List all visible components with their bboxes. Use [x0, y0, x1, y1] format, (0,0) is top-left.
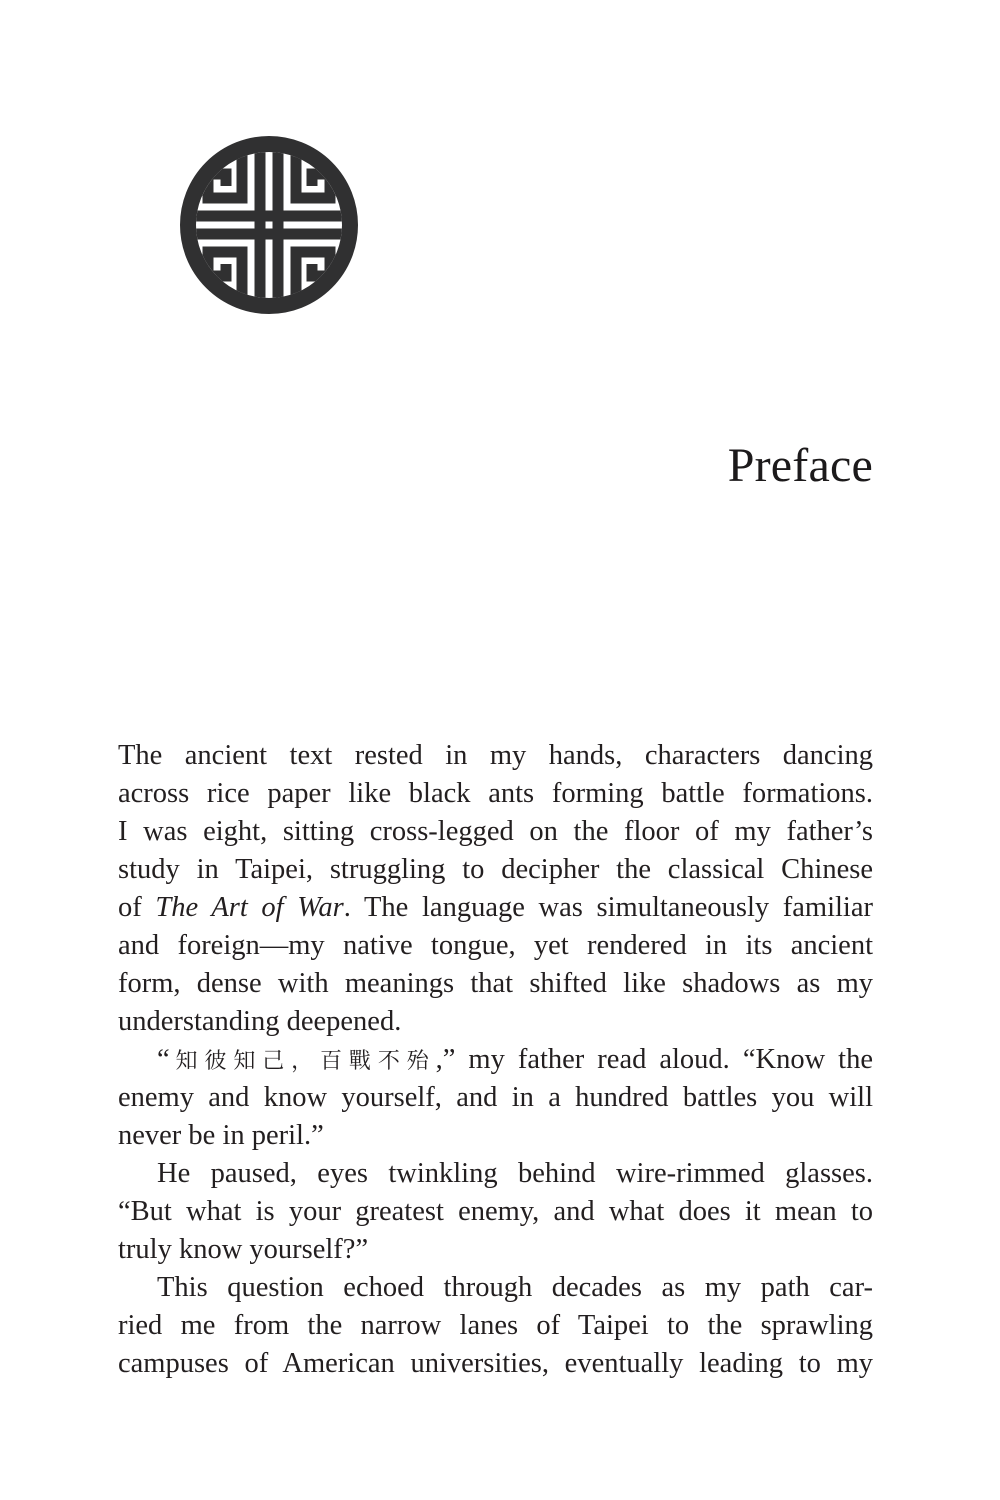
chinese-quote: 知彼知己，百戰不殆 — [169, 1049, 436, 1074]
paragraph — [118, 1269, 873, 1383]
text-line: truly know yourself?” — [118, 1234, 369, 1265]
text-line: The ancient text rested in my hands, characters dancing — [118, 740, 873, 771]
text-line: I was eight, sitting cross-legged on the floor of my father’s — [118, 816, 873, 847]
text-line — [118, 1041, 873, 1079]
text-line: and foreign—my native tongue, yet rendered in its ancient — [118, 930, 873, 961]
text-line: form, dense with meanings that shifted like shadows as my — [118, 968, 873, 999]
text-line: enemy and know yourself, and in a hundred battles you will — [118, 1082, 873, 1113]
chinese-longevity-knot-icon — [180, 136, 358, 314]
page-title: Preface — [727, 439, 873, 492]
preface-body — [118, 737, 873, 1383]
text-line: across rice paper like black ants forming battle formations. — [118, 778, 873, 809]
paragraph — [118, 1155, 873, 1269]
text-fragment: . The language was simultaneously familiar — [343, 892, 873, 923]
text-fragment: “ — [157, 1044, 170, 1075]
paragraph — [118, 737, 873, 1041]
text-line: ried me from the narrow lanes of Taipei to the sprawling — [118, 1310, 873, 1341]
text-line: study in Taipei, struggling to decipher the classical Chinese — [118, 854, 873, 885]
text-line: campuses of American universities, eventually leading to my — [118, 1348, 873, 1379]
text-line: This question echoed through decades as my path car- — [157, 1272, 873, 1303]
text-fragment: ,” my father read aloud. “Know the — [435, 1044, 873, 1075]
text-line: “But what is your greatest enemy, and what does it mean to — [118, 1196, 873, 1227]
text-line — [118, 889, 873, 927]
paragraph — [118, 1041, 873, 1155]
text-line: understanding deepened. — [118, 1006, 402, 1037]
text-line: never be in peril.” — [118, 1120, 324, 1151]
text-fragment: of — [118, 892, 156, 923]
book-title: The Art of War — [155, 892, 344, 923]
text-line: He paused, eyes twinkling behind wire-rimmed glasses. — [157, 1158, 873, 1189]
